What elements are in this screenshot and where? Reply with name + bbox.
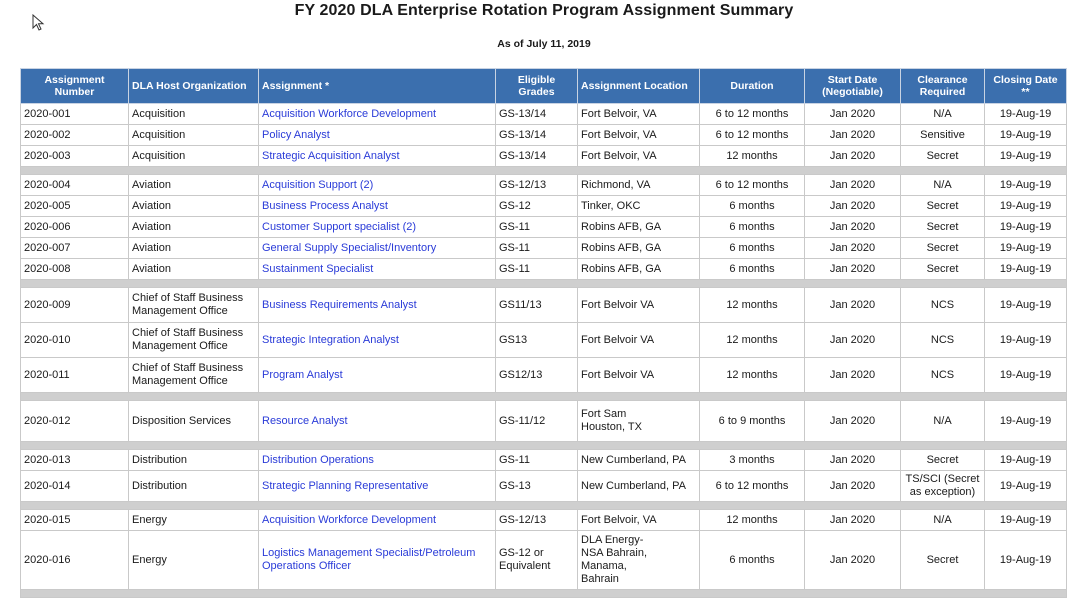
cell-grades: GS-13/14	[496, 125, 578, 146]
cell-duration: 6 to 12 months	[700, 471, 805, 502]
assignment-link[interactable]: General Supply Specialist/Inventory	[259, 238, 496, 259]
assignment-link[interactable]: Distribution Operations	[259, 450, 496, 471]
cell-start: Jan 2020	[805, 146, 901, 167]
table-row	[21, 125, 1067, 146]
cell-number: 2020-002	[21, 125, 129, 146]
cell-grades: GS-11	[496, 259, 578, 280]
table-row	[21, 175, 1067, 196]
group-separator	[21, 393, 1067, 401]
cell-grades: GS12/13	[496, 358, 578, 393]
cell-duration: 6 months	[700, 531, 805, 590]
cell-duration: 12 months	[700, 358, 805, 393]
cell-location: New Cumberland, PA	[578, 471, 700, 502]
cell-number: 2020-014	[21, 471, 129, 502]
cell-grades: GS-12/13	[496, 510, 578, 531]
cell-clearance: Secret	[901, 531, 985, 590]
cell-start: Jan 2020	[805, 401, 901, 442]
cell-location: Fort Belvoir VA	[578, 323, 700, 358]
cell-number: 2020-011	[21, 358, 129, 393]
cell-duration: 6 months	[700, 238, 805, 259]
group-separator	[21, 167, 1067, 175]
cell-clearance: N/A	[901, 401, 985, 442]
table-row	[21, 196, 1067, 217]
cell-org: Aviation	[129, 175, 259, 196]
cell-org: Acquisition	[129, 125, 259, 146]
cell-org: Distribution	[129, 471, 259, 502]
cell-location: New Cumberland, PA	[578, 450, 700, 471]
cell-grades: GS13	[496, 323, 578, 358]
cell-location: Tinker, OKC	[578, 196, 700, 217]
cell-location: Richmond, VA	[578, 175, 700, 196]
table-row	[21, 217, 1067, 238]
cell-duration: 3 months	[700, 450, 805, 471]
cell-grades: GS-12	[496, 196, 578, 217]
header-host-organization: DLA Host Organization	[129, 69, 259, 104]
cell-location: Fort Belvoir, VA	[578, 146, 700, 167]
header-duration: Duration	[700, 69, 805, 104]
cell-closing: 19-Aug-19	[985, 510, 1067, 531]
table-row	[21, 238, 1067, 259]
table-row	[21, 104, 1067, 125]
cell-location: Robins AFB, GA	[578, 238, 700, 259]
cell-location: Fort Sam Houston, TX	[578, 401, 700, 442]
cell-grades: GS-11	[496, 238, 578, 259]
cell-number: 2020-001	[21, 104, 129, 125]
cell-clearance: Secret	[901, 450, 985, 471]
cell-location: Fort Belvoir, VA	[578, 125, 700, 146]
cell-clearance: TS/SCI (Secret as exception)	[901, 471, 985, 502]
cell-location: Robins AFB, GA	[578, 259, 700, 280]
cell-start: Jan 2020	[805, 450, 901, 471]
cell-org: Chief of Staff Business Management Office	[129, 323, 259, 358]
cell-start: Jan 2020	[805, 471, 901, 502]
group-separator	[21, 502, 1067, 510]
cell-duration: 6 months	[700, 259, 805, 280]
cell-location: Fort Belvoir VA	[578, 288, 700, 323]
cell-location: Fort Belvoir, VA	[578, 510, 700, 531]
assignment-link[interactable]: Acquisition Workforce Development	[259, 104, 496, 125]
cell-duration: 12 months	[700, 146, 805, 167]
cell-number: 2020-006	[21, 217, 129, 238]
header-assignment-location: Assignment Location	[578, 69, 700, 104]
cell-start: Jan 2020	[805, 196, 901, 217]
cell-clearance: Secret	[901, 259, 985, 280]
table-row	[21, 358, 1067, 393]
cell-number: 2020-015	[21, 510, 129, 531]
header-assignment: Assignment *	[259, 69, 496, 104]
cell-duration: 6 to 12 months	[700, 104, 805, 125]
cell-number: 2020-007	[21, 238, 129, 259]
header-closing-date: Closing Date **	[985, 69, 1067, 104]
cell-duration: 12 months	[700, 323, 805, 358]
assignment-link[interactable]: Sustainment Specialist	[259, 259, 496, 280]
cell-org: Acquisition	[129, 146, 259, 167]
cell-start: Jan 2020	[805, 323, 901, 358]
header-start-date: Start Date (Negotiable)	[805, 69, 901, 104]
cell-clearance: NCS	[901, 323, 985, 358]
table-header-row	[21, 69, 1067, 104]
table-row	[21, 471, 1067, 502]
cell-number: 2020-005	[21, 196, 129, 217]
cell-start: Jan 2020	[805, 288, 901, 323]
assignment-link[interactable]: Logistics Management Specialist/Petroleum Operations Officer	[259, 531, 496, 590]
cell-closing: 19-Aug-19	[985, 531, 1067, 590]
cell-grades: GS-13/14	[496, 104, 578, 125]
assignment-link[interactable]: Acquisition Workforce Development	[259, 510, 496, 531]
cell-closing: 19-Aug-19	[985, 401, 1067, 442]
cell-duration: 6 to 9 months	[700, 401, 805, 442]
cell-duration: 6 to 12 months	[700, 125, 805, 146]
cell-grades: GS-11/12	[496, 401, 578, 442]
assignment-link[interactable]: Customer Support specialist (2)	[259, 217, 496, 238]
cell-org: Aviation	[129, 196, 259, 217]
cell-closing: 19-Aug-19	[985, 217, 1067, 238]
cell-closing: 19-Aug-19	[985, 196, 1067, 217]
cell-grades: GS-11	[496, 217, 578, 238]
cell-closing: 19-Aug-19	[985, 238, 1067, 259]
group-separator	[21, 280, 1067, 288]
cell-grades: GS11/13	[496, 288, 578, 323]
cell-grades: GS-12/13	[496, 175, 578, 196]
header-eligible-grades: Eligible Grades	[496, 69, 578, 104]
cell-clearance: N/A	[901, 510, 985, 531]
table-row	[21, 288, 1067, 323]
cell-number: 2020-003	[21, 146, 129, 167]
table-row	[21, 146, 1067, 167]
assignment-link[interactable]: Business Requirements Analyst	[259, 288, 496, 323]
cell-duration: 12 months	[700, 510, 805, 531]
table-row	[21, 450, 1067, 471]
assignment-link[interactable]: Business Process Analyst	[259, 196, 496, 217]
cell-duration: 12 months	[700, 288, 805, 323]
cell-start: Jan 2020	[805, 125, 901, 146]
assignment-link[interactable]: Policy Analyst	[259, 125, 496, 146]
cell-location: DLA Energy-NSA Bahrain, Manama, Bahrain	[578, 531, 700, 590]
assignment-summary-table	[20, 68, 1067, 598]
table-row	[21, 259, 1067, 280]
cell-number: 2020-016	[21, 531, 129, 590]
cell-closing: 19-Aug-19	[985, 104, 1067, 125]
cell-closing: 19-Aug-19	[985, 323, 1067, 358]
cell-clearance: Secret	[901, 217, 985, 238]
cell-start: Jan 2020	[805, 358, 901, 393]
assignment-link[interactable]: Resource Analyst	[259, 401, 496, 442]
cell-start: Jan 2020	[805, 238, 901, 259]
cell-closing: 19-Aug-19	[985, 146, 1067, 167]
cell-duration: 6 months	[700, 217, 805, 238]
cell-start: Jan 2020	[805, 104, 901, 125]
cell-org: Aviation	[129, 238, 259, 259]
cell-clearance: NCS	[901, 358, 985, 393]
cell-clearance: Sensitive	[901, 125, 985, 146]
cell-start: Jan 2020	[805, 531, 901, 590]
cell-grades: GS-13/14	[496, 146, 578, 167]
cell-location: Fort Belvoir VA	[578, 358, 700, 393]
cell-closing: 19-Aug-19	[985, 358, 1067, 393]
cell-number: 2020-012	[21, 401, 129, 442]
cell-clearance: N/A	[901, 104, 985, 125]
cell-closing: 19-Aug-19	[985, 175, 1067, 196]
cell-grades: GS-13	[496, 471, 578, 502]
cell-org: Chief of Staff Business Management Office	[129, 358, 259, 393]
cell-start: Jan 2020	[805, 175, 901, 196]
cell-number: 2020-013	[21, 450, 129, 471]
cell-number: 2020-008	[21, 259, 129, 280]
table-row	[21, 401, 1067, 442]
as-of-date: As of July 11, 2019	[497, 38, 591, 50]
cell-start: Jan 2020	[805, 259, 901, 280]
cell-closing: 19-Aug-19	[985, 125, 1067, 146]
cell-grades: GS-12 or Equivalent	[496, 531, 578, 590]
table-row	[21, 323, 1067, 358]
cell-org: Energy	[129, 531, 259, 590]
group-separator	[21, 442, 1067, 450]
cell-location: Fort Belvoir, VA	[578, 104, 700, 125]
cell-org: Acquisition	[129, 104, 259, 125]
assignment-link[interactable]: Acquisition Support (2)	[259, 175, 496, 196]
cell-clearance: Secret	[901, 146, 985, 167]
cell-duration: 6 months	[700, 196, 805, 217]
cell-closing: 19-Aug-19	[985, 259, 1067, 280]
cell-closing: 19-Aug-19	[985, 450, 1067, 471]
header-assignment-number: Assignment Number	[21, 69, 129, 104]
table-row	[21, 531, 1067, 590]
cell-number: 2020-009	[21, 288, 129, 323]
cell-clearance: Secret	[901, 196, 985, 217]
cell-grades: GS-11	[496, 450, 578, 471]
cell-org: Energy	[129, 510, 259, 531]
cell-org: Chief of Staff Business Management Office	[129, 288, 259, 323]
cell-location: Robins AFB, GA	[578, 217, 700, 238]
header-clearance: Clearance Required	[901, 69, 985, 104]
assignment-link[interactable]: Strategic Planning Representative	[259, 471, 496, 502]
cell-duration: 6 to 12 months	[700, 175, 805, 196]
cell-number: 2020-010	[21, 323, 129, 358]
cell-clearance: Secret	[901, 238, 985, 259]
assignment-link[interactable]: Strategic Integration Analyst	[259, 323, 496, 358]
assignment-link[interactable]: Program Analyst	[259, 358, 496, 393]
cell-start: Jan 2020	[805, 510, 901, 531]
group-separator	[21, 590, 1067, 598]
cell-clearance: N/A	[901, 175, 985, 196]
cell-org: Aviation	[129, 217, 259, 238]
assignment-link[interactable]: Strategic Acquisition Analyst	[259, 146, 496, 167]
page-title: FY 2020 DLA Enterprise Rotation Program Assignment Summary	[294, 2, 794, 19]
cell-clearance: NCS	[901, 288, 985, 323]
table-row	[21, 510, 1067, 531]
cell-number: 2020-004	[21, 175, 129, 196]
cell-closing: 19-Aug-19	[985, 288, 1067, 323]
cell-closing: 19-Aug-19	[985, 471, 1067, 502]
cell-org: Distribution	[129, 450, 259, 471]
cell-start: Jan 2020	[805, 217, 901, 238]
cell-org: Aviation	[129, 259, 259, 280]
cell-org: Disposition Services	[129, 401, 259, 442]
